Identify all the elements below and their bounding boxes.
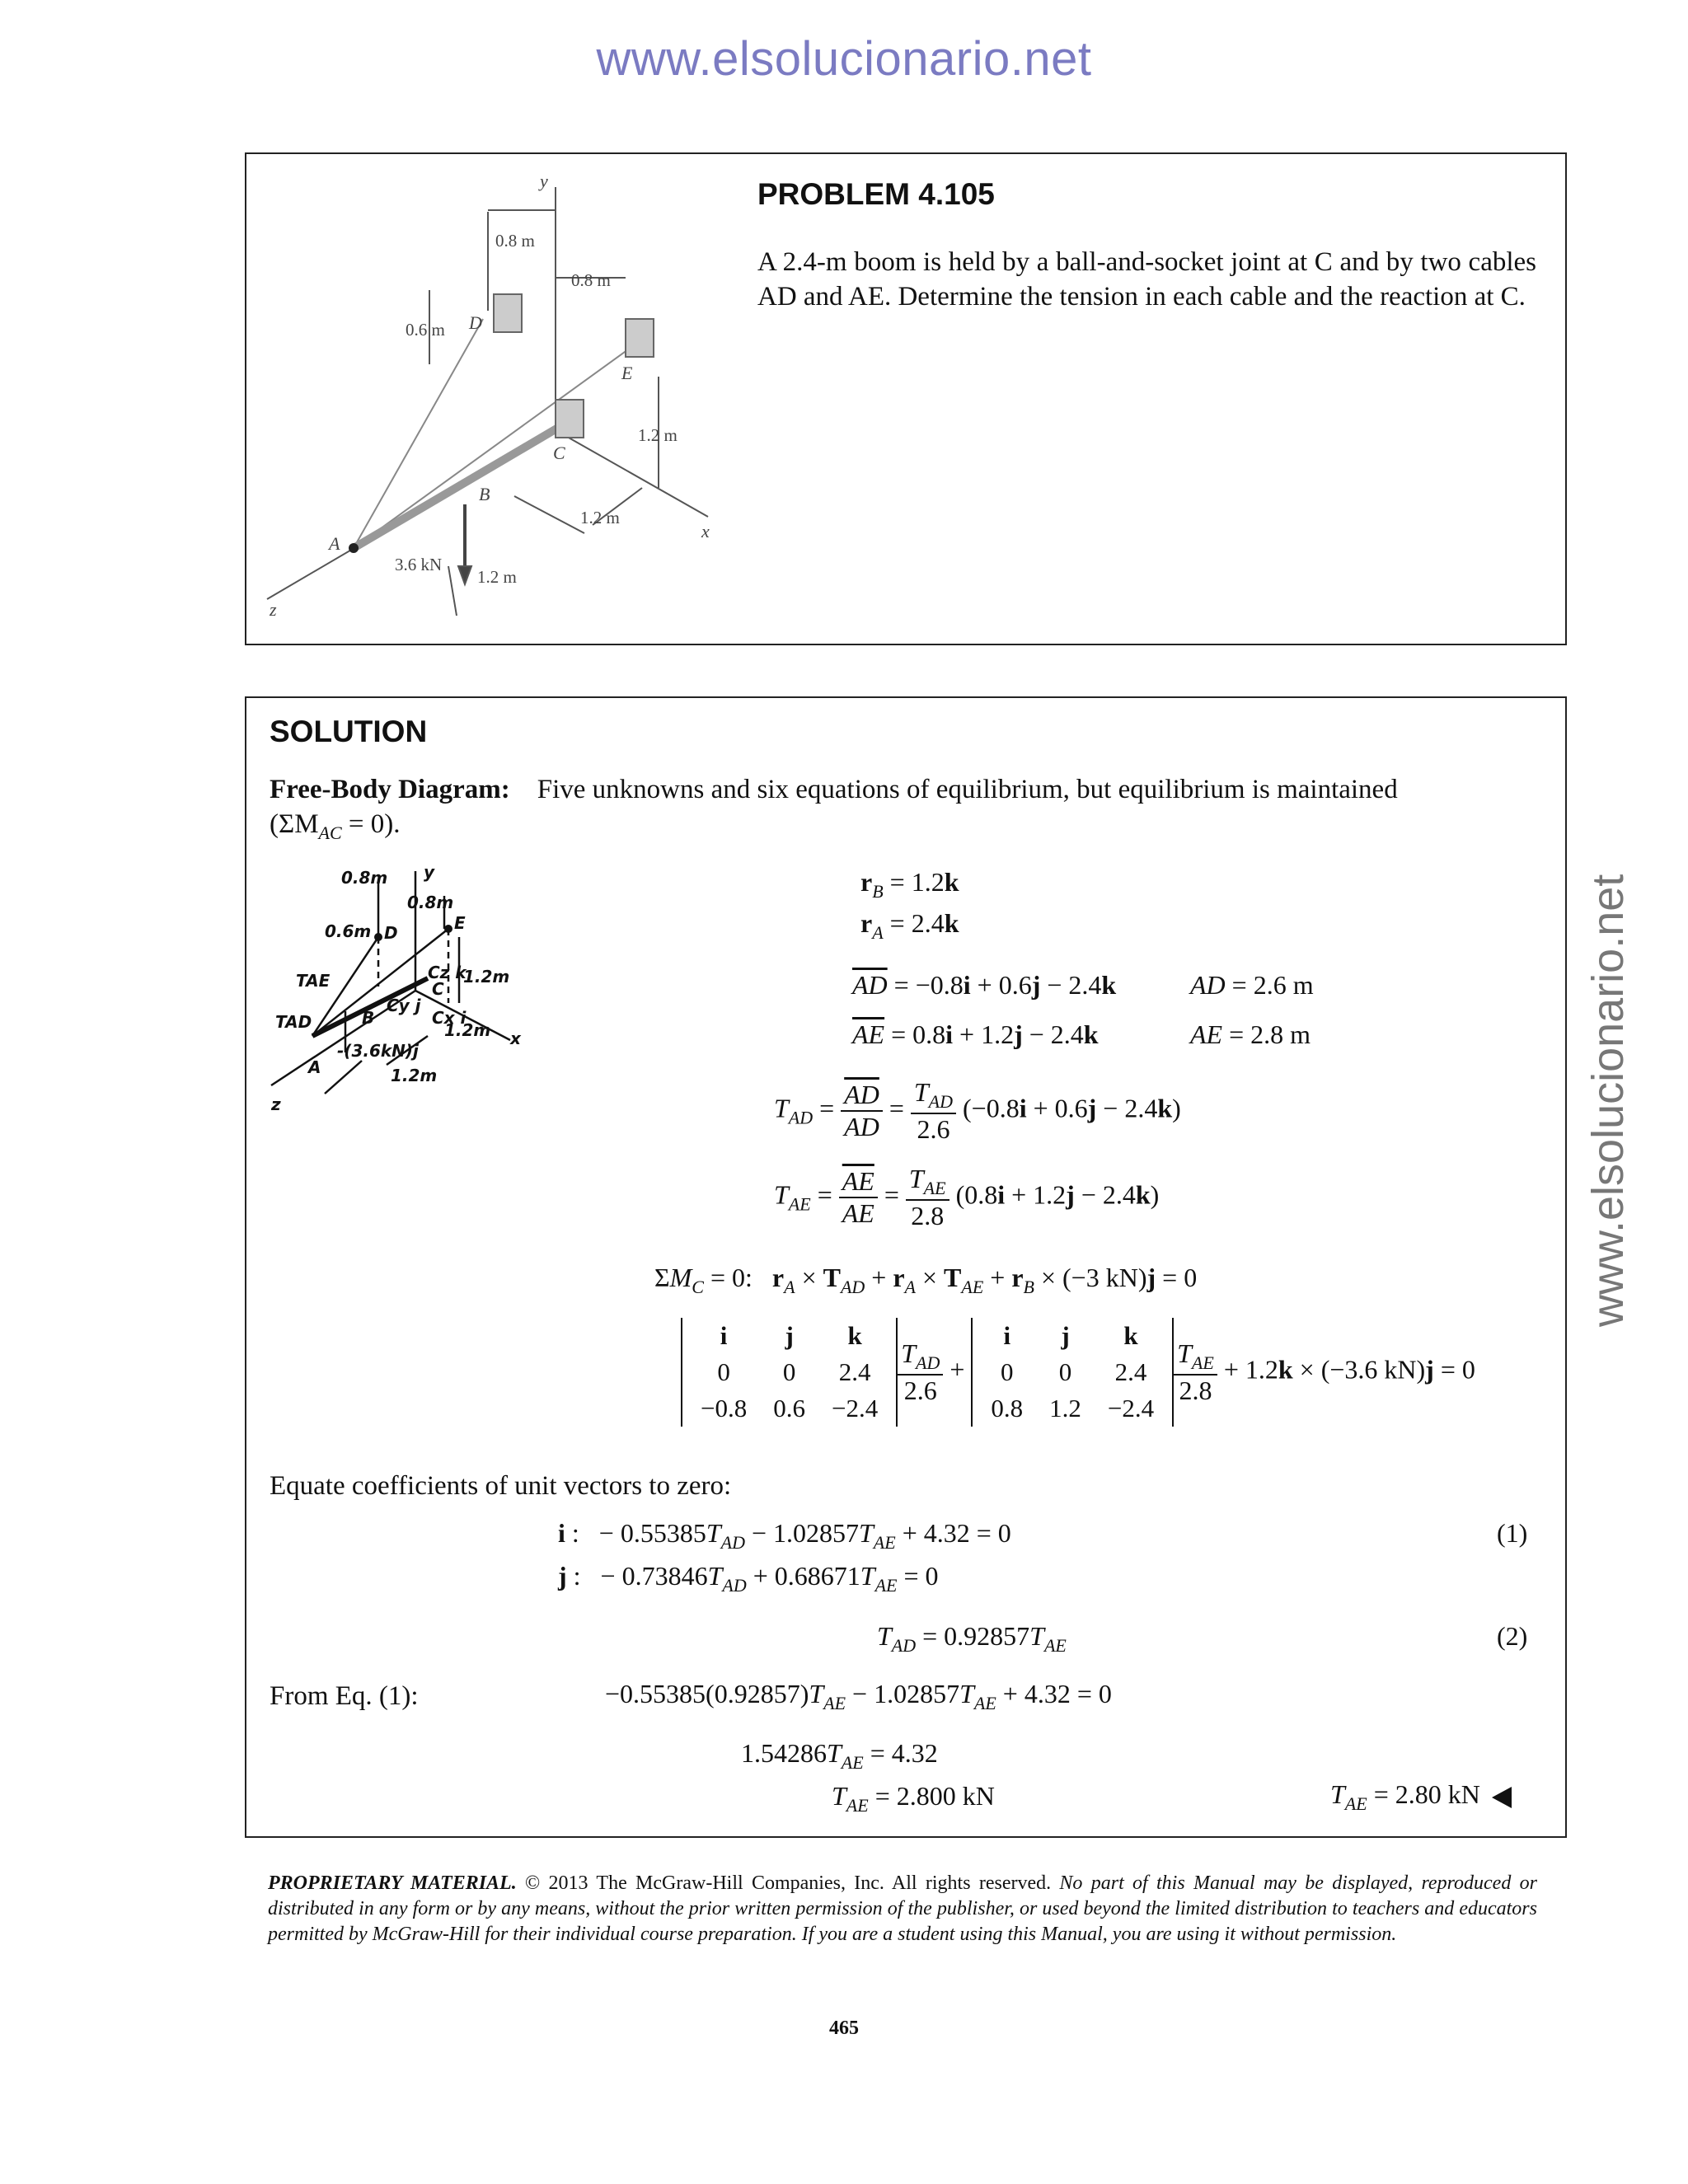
- sk-d6: 1.2m: [391, 1066, 438, 1085]
- sk-z: z: [271, 1094, 281, 1114]
- footer-copyright: © 2013 The McGraw-Hill Companies, Inc. All rights reserved.: [516, 1872, 1060, 1894]
- watermark-top: www.elsolucionario.net: [596, 32, 1092, 86]
- fig-C-label: C: [553, 443, 565, 463]
- eq-TAE: $T_{AE}$ = $\frac{\overline{AE}}{AE}$ = $\frac{T_{AE}}{2.8}$ (0.8i + 1.2j − 2.4k): [774, 1164, 1160, 1230]
- sk-D: D: [384, 923, 398, 943]
- eq-TAD-ratio: $T_{AD} = 0.92857T_{AE}$: [877, 1621, 1067, 1656]
- footer-notice: [268, 1871, 1537, 1947]
- solution-title: SOLUTION: [270, 715, 428, 748]
- eq-AE-vec: $\overline{AE} = 0.8i + 1.2j - 2.4k$: [852, 1019, 1099, 1049]
- fig-load-label: 3.6 kN: [395, 555, 443, 574]
- problem-figure: [246, 154, 840, 645]
- eq-AD-vec: $\overline{AD} = -0.8i + 0.6j - 2.4k$: [852, 970, 1117, 1000]
- eq-TAE-result: $T_{AE} = 2.800$ kN: [832, 1781, 995, 1816]
- eq-substitute: $-0.55385(0.92857)T_{AE} - 1.02857T_{AE} + 4.32 = 0$: [605, 1679, 1112, 1713]
- fbd-sum-sub: AC: [318, 823, 342, 843]
- eq-combined: $1.54286T_{AE} = 4.32$: [741, 1738, 938, 1773]
- fig-dim-0.6: 0.6 m: [406, 320, 445, 340]
- fig-y-label: y: [540, 171, 548, 191]
- sk-d1: 0.8m: [341, 868, 388, 888]
- footer-lead: PROPRIETARY MATERIAL.: [268, 1872, 517, 1894]
- answer-label: T: [1330, 1779, 1345, 1809]
- eq2-tag: (2): [1497, 1621, 1528, 1651]
- fig-B-label: B: [479, 484, 490, 504]
- sk-d2: 0.8m: [407, 893, 454, 912]
- fig-D-label: D: [469, 312, 482, 333]
- answer-value: = 2.80 kN: [1367, 1779, 1480, 1809]
- fig-dim-1.2c: 1.2 m: [477, 567, 517, 587]
- answer-sub: AE: [1344, 1793, 1367, 1814]
- eq1-tag: (1): [1497, 1518, 1528, 1548]
- sk-B: B: [362, 1008, 375, 1028]
- footer-text: No part of this Manual may be displayed, reproduced or distributed in any form or by any means, without the prior written permission of the publisher, or used beyond the limited distribution to teachers and educators permitted by McGraw-Hill for their individual course preparation. If you are a student using this Manual, you are using it without permission.: [268, 1872, 1537, 1945]
- sk-d3: 0.6m: [325, 921, 372, 941]
- sk-d4: 1.2m: [463, 967, 510, 987]
- sk-x: x: [510, 1029, 521, 1048]
- eq-AD-len: AD = 2.6 m: [1190, 970, 1314, 1000]
- final-answer: [1330, 1779, 1512, 1815]
- eq-i-coeff: i : − $0.55385T_{AD} - 1.02857T_{AE} + 4.32 = 0$: [558, 1518, 1011, 1553]
- sk-cz: Cz k: [428, 963, 467, 982]
- page-number: 465: [829, 2018, 859, 2039]
- fig-z-label: z: [270, 599, 277, 620]
- eq-rB: $r_B = 1.2k$: [860, 867, 959, 902]
- fbd-text: Five unknowns and six equations of equilibrium, but equilibrium is maintained: [537, 775, 1398, 804]
- watermark-side: www.elsolucionario.net: [1583, 874, 1633, 1327]
- answer-marker-icon: [1492, 1787, 1512, 1808]
- sk-tae: TAE: [296, 971, 331, 991]
- fig-A-label: A: [329, 533, 340, 554]
- eq-determinants: i j k 0 0 2.4 −0.8 0.6 −2.4 $\frac{T_{AD}}{2.6}$ + i j k 0 0 2.4 0.8 1.2 −2.4 $\frac{T_{AE}}{2.8}$ + 1.2k × (−3.6 kN)j = 0: [681, 1318, 1475, 1427]
- problem-title: PROBLEM 4.105: [757, 177, 995, 211]
- sk-cy: Cy j: [387, 996, 421, 1015]
- eq-AE-len: AE = 2.8 m: [1190, 1019, 1311, 1049]
- from-eq-label: From Eq. (1):: [270, 1681, 419, 1711]
- problem-box: [245, 152, 1567, 645]
- sk-d5: 1.2m: [444, 1020, 491, 1040]
- fbd-sum-b: = 0).: [341, 809, 401, 839]
- fig-dim-0.8b: 0.8 m: [571, 270, 611, 290]
- eq-TAD: $T_{AD}$ = $\frac{\overline{AD}}{AD}$ = $\frac{T_{AD}}{2.6}$ (−0.8i + 0.6j − 2.4k): [774, 1077, 1181, 1144]
- fbd-sum-a: (ΣM: [270, 809, 319, 839]
- fig-dim-0.8a: 0.8 m: [495, 231, 535, 251]
- sk-y: y: [424, 863, 435, 882]
- solution-box: [245, 696, 1567, 1838]
- problem-statement: A 2.4-m boom is held by a ball-and-socket joint at C and by two cables AD and AE. Determine the tension in each cable and the reaction at C.: [757, 247, 1536, 312]
- fbd-sketch: [263, 863, 675, 1135]
- eq-rA: $r_A = 2.4k$: [860, 908, 959, 943]
- fig-x-label: x: [701, 521, 710, 541]
- fig-E-label: E: [621, 363, 633, 383]
- eq-moment-sum: $\Sigma M_C = 0$: $r_A \times T_{AD} + r_A \times T_{AE} + r_B \times (-3$ kN)j = 0: [654, 1263, 1198, 1297]
- sk-A: A: [308, 1057, 321, 1077]
- equate-text: Equate coefficients of unit vectors to zero:: [270, 1471, 732, 1501]
- eq-j-coeff: j : − $0.73846T_{AD} + 0.68671T_{AE} = 0$: [558, 1561, 939, 1596]
- fbd-label: Free-Body Diagram:: [270, 775, 510, 804]
- sk-tad: TAD: [275, 1012, 312, 1032]
- sk-C: C: [432, 979, 444, 999]
- sk-cx: Cx i: [432, 1008, 467, 1028]
- fig-dim-1.2a: 1.2 m: [638, 425, 678, 445]
- fig-dim-1.2b: 1.2 m: [580, 508, 620, 527]
- sk-load: -(3.6kN)j: [337, 1041, 419, 1061]
- sk-E: E: [454, 913, 466, 933]
- fbd-intro: [270, 772, 1539, 851]
